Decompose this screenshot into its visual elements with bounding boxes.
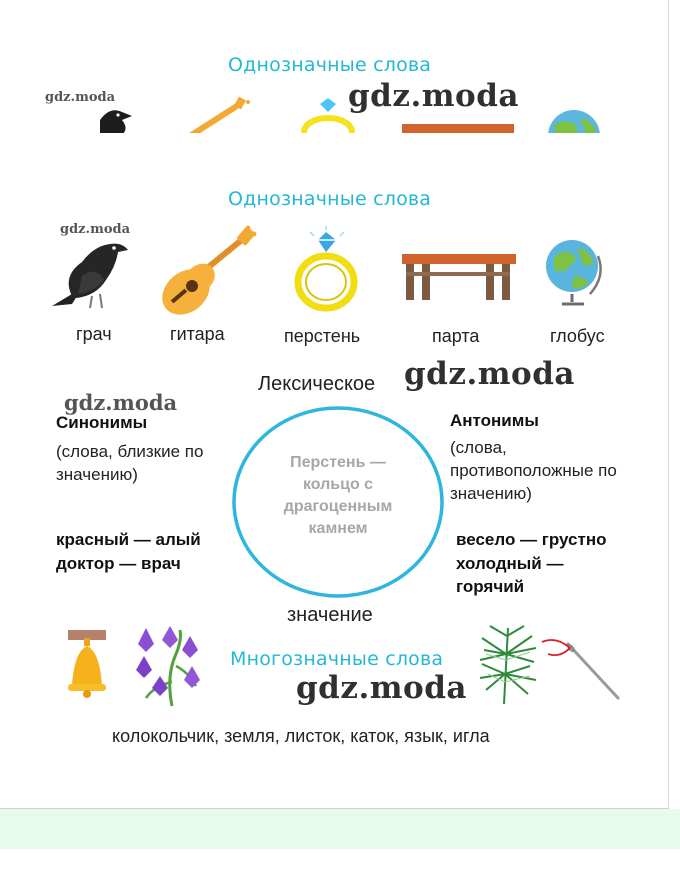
antonym-pair: весело — грустно	[456, 530, 607, 549]
meaning-label: значение	[287, 604, 373, 626]
watermark: gdz.moda	[296, 670, 467, 706]
rook-bird-icon	[42, 236, 132, 312]
antonyms-title: Антонимы	[450, 411, 539, 430]
synonyms-title: Синонимы	[56, 413, 148, 432]
section-title: Многозначные слова	[230, 648, 444, 670]
bell-icon	[64, 628, 130, 700]
definition-text: Перстень — кольцо с драгоценным камнем	[283, 454, 393, 537]
word-caption: гитара	[170, 324, 225, 344]
watermark: gdz.moda	[348, 78, 519, 114]
watermark: gdz.moda	[45, 90, 116, 105]
lexical-label: Лексическое	[258, 373, 376, 395]
word-caption: перстень	[284, 326, 361, 346]
section-title: Однозначные слова	[228, 188, 432, 210]
desk-icon	[398, 250, 520, 302]
watermark: gdz.moda	[404, 356, 575, 392]
pine-branch-icon	[474, 624, 544, 708]
ring-icon	[294, 230, 364, 314]
synonym-pair: доктор — врач	[56, 554, 181, 573]
watermark: gdz.moda	[60, 222, 131, 237]
word-caption: парта	[432, 326, 480, 346]
watermark: gdz.moda	[64, 390, 178, 415]
top-strip-images	[40, 96, 660, 134]
top-strip-title: Однозначные слова	[228, 54, 432, 76]
antonyms-description: (слова, противоположные по значению)	[450, 438, 617, 503]
synonyms-description: (слова, близкие по значению)	[56, 442, 204, 484]
guitar-icon	[156, 226, 260, 318]
word-caption: глобус	[550, 326, 605, 346]
bellflower-icon	[132, 626, 206, 708]
needle-icon	[540, 636, 622, 702]
antonym-pair: холодный — горячий	[456, 554, 564, 596]
globe-icon	[540, 236, 610, 312]
synonym-pair: красный — алый	[56, 530, 201, 549]
word-caption: грач	[76, 324, 112, 344]
multi-meaning-words: колокольчик, земля, листок, каток, язык, игла	[112, 726, 490, 746]
footer-band	[0, 809, 680, 849]
page-edge	[668, 0, 669, 808]
